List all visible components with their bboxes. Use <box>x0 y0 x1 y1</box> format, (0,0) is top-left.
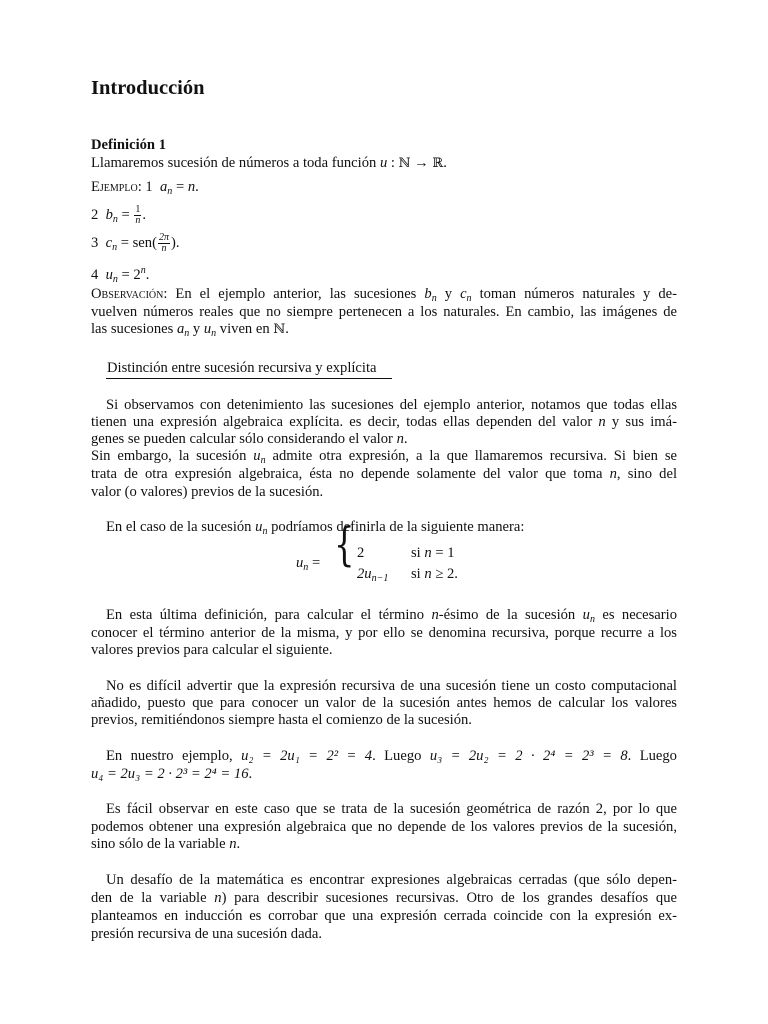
observation-line-1: Observación: En el ejemplo anterior, las sucesiones $b_n$ y $c_n$ toman números naturales y de- <box>91 286 678 304</box>
left-brace: { <box>334 517 355 571</box>
observation-line-2: vuelven números reales que no siempre pertenecen a los naturales. En cambio, las imágenes de <box>91 304 677 320</box>
subsection-underline <box>106 378 392 379</box>
example-4: 4 $u_n = 2^n$. <box>91 265 150 285</box>
observation-line-3: las sucesiones $a_n$ y $u_n$ viven en ℕ. <box>91 321 289 339</box>
para4-line-2: añadido, puesto que para conocer un valor de la sucesión antes hemos de calcular los valores <box>91 695 677 711</box>
fraction: $\frac{1}{n}$ <box>135 204 141 226</box>
case-1-value: 2 <box>357 545 365 561</box>
para1-line-1: Si observamos con detenimiento las sucesiones del ejemplo anterior, notamos que todas ellas <box>106 397 677 413</box>
example-3: 3 $c_n = sen$( $\frac{2\pi}{n}$ ). <box>91 232 180 254</box>
para5-line-2: u₄ = 2u₃ = 2 · 2³ = 2⁴ = 16. <box>91 766 253 782</box>
case-1-condition: si n = 1 <box>411 545 455 561</box>
subsection-title: Distinción entre sucesión recursiva y explícita <box>107 360 377 376</box>
case-2-value: $2u_{n-1}$ <box>357 566 389 584</box>
para7-line-2: den de la variable n) para describir sucesiones recursivas. Otro de los grandes desafíos que <box>91 890 677 906</box>
para5-line-1: En nuestro ejemplo, u₂ = 2u₁ = 2² = 4. Luego u₃ = 2u₂ = 2 · 2⁴ = 2³ = 8. Luego <box>106 748 677 764</box>
para4-line-1: No es difícil advertir que la expresión recursiva de una sucesión tiene un costo computacional <box>106 678 677 694</box>
para6-line-1: Es fácil observar en este caso que se trata de la sucesión geométrica de razón 2, por lo que <box>106 801 677 817</box>
para6-line-3: sino sólo de la variable n. <box>91 836 241 852</box>
piecewise-lhs: $u_n$ = <box>296 555 321 573</box>
para4-line-3: previos, remitiéndonos siempre hasta el comienzo de la sucesión. <box>91 712 472 728</box>
para7-line-4: presión recursiva de una sucesión dada. <box>91 926 322 942</box>
para1-line-3: genes se pueden calcular sólo considerando el valor n. <box>91 431 408 447</box>
definition-heading: Definición 1 <box>91 137 166 153</box>
example-1: Ejemplo: 1 $a_n = n$. <box>91 179 199 197</box>
para1-line-6: valor (o valores) previos de la sucesión. <box>91 484 324 500</box>
para3-line-2: conocer el término anterior de la misma, y por ello se denomina recursiva, porque recurre a los <box>91 625 677 641</box>
example-label: Ejemplo <box>91 179 138 195</box>
fraction: $\frac{2\pi}{n}$ <box>158 232 169 254</box>
para3-line-3: valores previos para calcular el siguiente. <box>91 642 333 658</box>
para2: En el caso de la sucesión $u_n$ podríamos definirla de la siguiente manera: <box>106 519 525 537</box>
para7-line-1: Un desafío de la matemática es encontrar expresiones algebraicas cerradas (que sólo depen- <box>106 872 677 888</box>
para3-line-1: En esta última definición, para calcular el término n-ésimo de la sucesión $u_n$ es necesario <box>106 607 677 625</box>
para6-line-2: podemos obtener una expresión algebraica que no depende de los valores previos de la sucesión, <box>91 819 677 835</box>
para1-line-5: trata de otra expresión algebraica, ésta no depende solamente del valor que toma n, sino del <box>91 466 677 482</box>
para1-line-2: tienen una expresión algebraica explícita. es decir, todas ellas dependen del valor n y sus imá- <box>91 414 677 430</box>
example-2: 2 $b_n$ = $\frac{1}{n}$ . <box>91 204 147 226</box>
observation-label: Observación <box>91 286 164 302</box>
case-2-condition: si n ≥ 2. <box>411 566 458 582</box>
para1-line-4: Sin embargo, la sucesión $u_n$ admite otra expresión, a la que llamaremos recursiva. Si bien se <box>91 448 677 466</box>
definition-text: Llamaremos sucesión de números a toda función u : ℕ → ℝ. <box>91 155 447 171</box>
para7-line-3: planteamos en inducción es corrobar que una expresión cerrada coincide con la expresión ex- <box>91 908 677 924</box>
section-title: Introducción <box>91 77 205 99</box>
